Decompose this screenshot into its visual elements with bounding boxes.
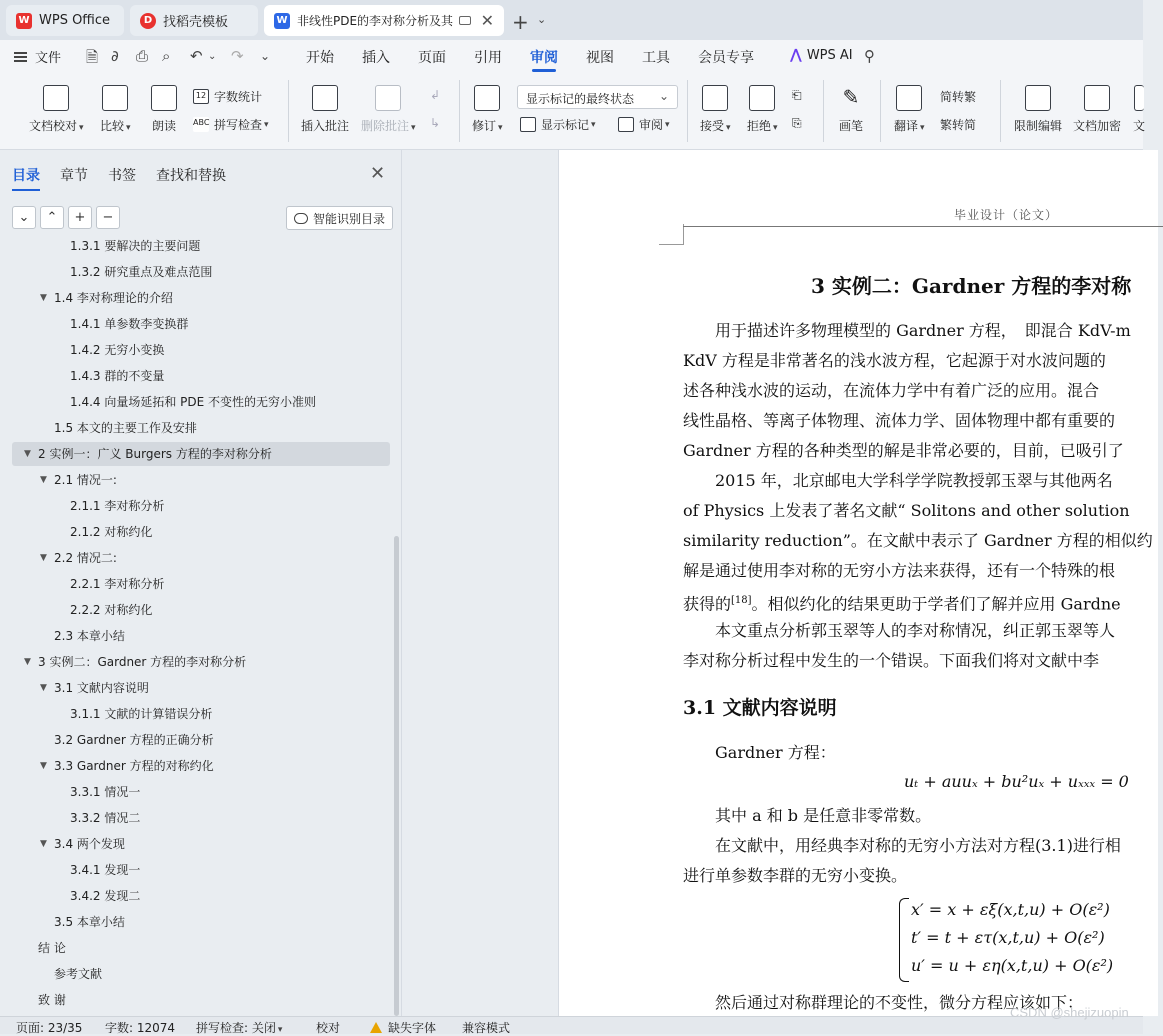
toc-item[interactable] (12, 520, 390, 544)
equation-brace (899, 898, 909, 982)
word-count-button[interactable] (193, 88, 262, 105)
navigation-tabs (12, 165, 246, 185)
markup-state-value: 显示标记的最终状态 (526, 92, 635, 106)
show-markup-icon (520, 117, 536, 132)
encrypt-icon (1084, 85, 1110, 111)
text-run: 获得的 (683, 594, 732, 614)
toc-item[interactable] (12, 312, 390, 336)
missing-font-label: 缺失字体 (388, 1021, 437, 1035)
chevron-down-icon: ⌄ (658, 89, 669, 103)
toc-item-label: 1.3.2 研究重点及难点范围 (70, 265, 213, 279)
section-title: 3.1 文献内容说明 (683, 697, 837, 719)
toc-item[interactable] (12, 260, 390, 284)
toc-item[interactable] (12, 936, 390, 960)
insert-comment-icon (312, 85, 338, 111)
toc-item[interactable] (12, 598, 390, 622)
toc-item-label: 3.1 文献内容说明 (54, 681, 149, 695)
accept-label: 接受 (700, 119, 725, 133)
toc-item[interactable] (12, 624, 390, 648)
paragraph-line: 2015 年，北京邮电大学科学学院教授郭玉翠与其他两名 (683, 471, 1113, 490)
insert-comment-label: 插入批注 (301, 119, 350, 133)
menu-tools[interactable]: 工具 (642, 50, 670, 66)
page-corner-mark (683, 224, 684, 245)
print-icon[interactable]: ⎙ (136, 47, 149, 65)
toc-item-label: 2.2.2 对称约化 (70, 603, 153, 617)
close-tab-icon[interactable]: ✕ (480, 11, 494, 30)
pen-label: 画笔 (838, 119, 863, 133)
page-corner-mark (659, 244, 683, 245)
review-pane-label: 审阅 (639, 118, 664, 132)
proofread-indicator[interactable]: 校对 (316, 1021, 341, 1035)
toc-item[interactable] (12, 832, 390, 856)
link-icon[interactable]: ∂ (111, 47, 119, 65)
toc-item-label: 3.2 Gardner 方程的正确分析 (54, 733, 214, 747)
toc-item-label: 致 谢 (38, 993, 66, 1007)
save-icon[interactable]: 🗎 (86, 48, 99, 66)
paragraph-line: 解是通过使用李对称的无穷小方法来获得，还有一个特殊的根 (683, 561, 1116, 580)
citation[interactable]: [18] (731, 595, 752, 606)
restrict-edit-button[interactable] (1014, 85, 1062, 134)
accept-button[interactable]: 接受 ▾ (700, 85, 731, 134)
expand-arrow-icon[interactable]: ▼ (40, 839, 47, 849)
to-traditional-label: 简转繁 (940, 90, 977, 104)
translate-label: 翻译 (894, 119, 919, 133)
smart-toc-button[interactable] (286, 206, 393, 230)
more-icon (1134, 85, 1144, 111)
tab-label: 非线性PDE的李对称分析及其 (297, 14, 454, 28)
toc-item[interactable] (12, 468, 390, 492)
to-simplified-button[interactable] (940, 116, 976, 133)
toc-item[interactable] (12, 728, 390, 752)
menu-member[interactable]: 会员专享 (698, 50, 754, 66)
expand-arrow-icon[interactable]: ▼ (24, 657, 31, 667)
menu-insert[interactable]: 插入 (362, 50, 390, 66)
toc-item-label: 结 论 (38, 941, 66, 955)
restrict-edit-label: 限制编辑 (1014, 119, 1063, 133)
toc-item-label: 2.1 情况一: (54, 473, 117, 487)
paragraph-line: Gardner 方程： (683, 743, 836, 762)
markup-state-select[interactable] (517, 85, 678, 109)
toc-item-label: 1.4.1 单参数李变换群 (70, 317, 189, 331)
toc-item-label: 3.5 本章小结 (54, 915, 125, 929)
toc-tree (0, 240, 400, 1016)
expand-arrow-icon[interactable]: ▼ (24, 449, 31, 459)
paragraph-line: 线性晶格、等离子体物理、流体力学、固体物理中都有重要的 (683, 411, 1116, 430)
compare-label: 比较 (100, 119, 125, 133)
paragraph-line: 其中 a 和 b 是任意非零常数。 (683, 806, 932, 825)
next-comment-icon[interactable]: ↳ (430, 116, 441, 130)
reject-icon (749, 85, 775, 111)
to-traditional-button[interactable] (940, 88, 976, 105)
toc-scrollbar[interactable] (394, 536, 399, 1016)
read-aloud-icon (151, 85, 177, 111)
paragraph-line (683, 586, 1121, 619)
warning-icon (370, 1022, 382, 1033)
review-pane-button[interactable]: 审阅 ▾ (618, 116, 670, 133)
menu-bar (0, 40, 1143, 72)
review-pane-icon (618, 117, 634, 132)
add-heading-button[interactable]: + (68, 206, 92, 229)
doc-check-button[interactable]: 文档校对 ▾ (29, 85, 84, 134)
doc-check-label: 文档校对 (29, 119, 78, 133)
pen-icon: ✎ (842, 85, 860, 109)
reject-label: 拒绝 (747, 119, 772, 133)
spell-check-indicator[interactable]: 拼写检查: 关闭 ▾ (196, 1021, 283, 1035)
wps-ai-icon: ⋀ (790, 47, 802, 63)
paragraph-line: of Physics 上发表了著名文献“ Solitons and other solution (683, 501, 1130, 520)
toc-item-label: 参考文献 (54, 967, 103, 981)
transform-u: u′ = u + εη(x,t,u) + O(ε²) (911, 956, 1114, 975)
tab-label: WPS Office (39, 13, 111, 28)
redo-icon[interactable]: ↷ (231, 47, 244, 65)
collapse-up-button[interactable]: ⌃ (40, 206, 64, 229)
document-area (403, 150, 1153, 1016)
tab-docer-templates[interactable] (130, 5, 258, 36)
show-markup-label: 显示标记 (541, 118, 590, 132)
print-preview-icon[interactable]: ⌕ (162, 47, 171, 65)
word-count-icon: 12 (193, 89, 209, 104)
more-label: 文 (1133, 119, 1146, 133)
chapter-title: 3 实例二：Gardner 方程的李对称 (811, 274, 1132, 298)
tab-bar (0, 0, 1143, 40)
toc-item-label: 3.3.2 情况二 (70, 811, 141, 825)
chevron-down-icon[interactable]: ⌄ (537, 13, 547, 26)
word-count-label: 字数统计 (214, 90, 263, 104)
toc-item[interactable] (12, 988, 390, 1012)
missing-font-indicator[interactable] (370, 1019, 436, 1036)
menu-view[interactable]: 视图 (586, 50, 614, 66)
read-aloud-button[interactable] (151, 85, 177, 134)
tab-current-document[interactable] (264, 5, 504, 36)
menu-references[interactable]: 引用 (474, 50, 502, 66)
show-markup-button[interactable]: 显示标记 ▾ (520, 116, 596, 133)
paragraph-line: Gardner 方程的各种类型的解是非常必要的，目前，已吸引了 (683, 441, 1124, 460)
word-count-indicator[interactable]: 字数: 12074 (105, 1021, 176, 1035)
paragraph-line: 在文献中，用经典李对称的无穷小方法对方程(3.1)进行相 (683, 836, 1121, 855)
wps-ai-label: WPS AI (806, 47, 853, 63)
tab-label: 找稻壳模板 (163, 15, 229, 30)
revise-icon (474, 85, 500, 111)
toc-item[interactable] (12, 754, 390, 778)
spell-check-button[interactable]: ABC 拼写检查 ▾ (193, 118, 269, 132)
toc-item-label: 3 实例二：Gardner 方程的李对称分析 (38, 655, 247, 669)
next-change-icon[interactable]: ⎘ (792, 116, 802, 130)
toc-item[interactable] (12, 702, 390, 726)
reject-button[interactable]: 拒绝 ▾ (747, 85, 778, 134)
gardner-equation: uₜ + auuₓ + bu²uₓ + uₓₓₓ = 0 (904, 772, 1129, 791)
collapse-down-button[interactable]: ⌄ (12, 206, 36, 229)
toc-item-label: 3.4.2 发现二 (70, 889, 141, 903)
toc-item[interactable] (12, 416, 390, 440)
toc-item[interactable] (12, 884, 390, 908)
tab-wps-office[interactable] (6, 5, 124, 36)
encrypt-label: 文档加密 (1073, 119, 1122, 133)
spell-check-status: 拼写检查: 关闭 (196, 1021, 276, 1035)
expand-arrow-icon[interactable]: ▼ (40, 683, 47, 693)
previous-comment-icon[interactable]: ↲ (430, 88, 441, 102)
toc-item[interactable] (12, 572, 390, 596)
writer-logo-icon: W (274, 13, 290, 29)
toc-item-label: 1.4.3 群的不变量 (70, 369, 165, 383)
toc-item[interactable] (12, 962, 390, 986)
new-tab-icon[interactable]: + (512, 10, 529, 34)
delete-comment-label: 删除批注 (361, 119, 410, 133)
toc-item-label: 2.1.2 对称约化 (70, 525, 153, 539)
watermark: CSDN @shejizuopin (1010, 1005, 1129, 1020)
header-rule (683, 226, 1163, 227)
ribbon-separator (288, 80, 289, 142)
toc-item[interactable] (12, 858, 390, 882)
tab-chapters[interactable]: 章节 (60, 168, 88, 184)
toc-item[interactable] (12, 442, 390, 466)
expand-arrow-icon[interactable]: ▼ (40, 475, 47, 485)
toc-item-label: 2.1.1 李对称分析 (70, 499, 165, 513)
spell-check-icon: ABC (193, 117, 209, 132)
ribbon-separator (823, 80, 824, 142)
search-icon[interactable]: ⚲ (864, 47, 875, 65)
expand-arrow-icon[interactable]: ▼ (40, 553, 47, 563)
revise-label: 修订 (472, 119, 497, 133)
toc-item-label: 3.3.1 情况一 (70, 785, 141, 799)
paragraph-line: similarity reduction”。在文献中表示了 Gardner 方程的相似约 (683, 531, 1153, 550)
compat-mode-indicator: 兼容模式 (462, 1021, 511, 1035)
tab-bookmarks[interactable]: 书签 (108, 168, 136, 184)
spell-check-label: 拼写检查 (214, 118, 263, 132)
text-run: 。相似约化的结果更助于学者们了解并应用 Gardne (751, 594, 1121, 614)
toc-item-label: 2 实例一：广义 Burgers 方程的李对称分析 (38, 447, 272, 461)
wps-ai-button[interactable] (790, 47, 853, 63)
tab-find-replace[interactable]: 查找和替换 (156, 168, 226, 184)
previous-change-icon[interactable]: ⎗ (792, 88, 802, 102)
toc-item-label: 3.3 Gardner 方程的对称约化 (54, 759, 214, 773)
close-pane-icon[interactable]: ✕ (370, 163, 386, 184)
tab-toc[interactable]: 目录 (12, 165, 40, 185)
review-ribbon (0, 72, 1146, 150)
toc-item[interactable] (12, 494, 390, 518)
toc-item-label: 3.4 两个发现 (54, 837, 125, 851)
paragraph-line: KdV 方程是非常著名的浅水波方程，它起源于对水波问题的 (683, 351, 1106, 370)
hamburger-icon (14, 52, 27, 62)
wps-logo-icon: W (16, 13, 32, 29)
ribbon-separator (687, 80, 688, 142)
translate-icon (896, 85, 922, 111)
transform-x: x′ = x + εξ(x,t,u) + O(ε²) (911, 900, 1110, 919)
toc-item-label: 2.2.1 李对称分析 (70, 577, 165, 591)
toc-item-label: 3.4.1 发现一 (70, 863, 141, 877)
toc-item[interactable] (12, 390, 390, 414)
more-ribbon-button[interactable] (1133, 85, 1145, 134)
remove-heading-button[interactable]: − (96, 206, 120, 229)
toc-item[interactable] (12, 546, 390, 570)
doc-check-icon (43, 85, 69, 111)
toc-item[interactable] (12, 286, 390, 310)
toc-item-label: 1.4.2 无穷小变换 (70, 343, 165, 357)
status-bar (0, 1016, 1143, 1034)
delete-comment-button[interactable]: 删除批注 ▾ (361, 85, 416, 134)
restrict-edit-icon (1025, 85, 1051, 111)
paragraph-line: 用于描述许多物理模型的 Gardner 方程， 即混合 KdV-m (683, 321, 1131, 340)
toc-item[interactable] (12, 364, 390, 388)
compare-icon (102, 85, 128, 111)
paragraph-line: 李对称分析过程中发生的一个错误。下面我们将对文献中李 (683, 651, 1100, 670)
expand-arrow-icon[interactable]: ▼ (40, 761, 47, 771)
ribbon-separator (1000, 80, 1001, 142)
file-menu-label: 文件 (35, 51, 62, 66)
toc-item-label: 1.4 李对称理论的介绍 (54, 291, 173, 305)
undo-icon[interactable]: ↶ (190, 47, 203, 65)
compare-button[interactable]: 比较 ▾ (100, 85, 131, 134)
delete-comment-icon (375, 85, 401, 111)
read-aloud-label: 朗读 (151, 119, 176, 133)
translate-button[interactable]: 翻译 ▾ (894, 85, 925, 134)
toc-item-label: 1.3.1 要解决的主要问题 (70, 239, 201, 253)
menu-page[interactable]: 页面 (418, 50, 446, 66)
navigation-pane (0, 150, 402, 1016)
to-simplified-label: 繁转简 (940, 118, 977, 132)
ribbon-separator (459, 80, 460, 142)
toc-item[interactable] (12, 650, 390, 674)
document-page[interactable] (558, 150, 1158, 1016)
paragraph-line: 然后通过对称群理论的不变性，微分方程应该如下： (683, 993, 1084, 1012)
toc-item-label: 2.3 本章小结 (54, 629, 125, 643)
toc-item[interactable] (12, 910, 390, 934)
docer-logo-icon: D (140, 13, 156, 29)
more-quick-access-icon[interactable]: ⌄ (260, 49, 271, 63)
transform-t: t′ = t + ετ(x,t,u) + O(ε²) (911, 928, 1105, 947)
toc-item-label: 2.2 情况二: (54, 551, 117, 565)
smart-icon (294, 213, 308, 224)
smart-toc-label: 智能识别目录 (313, 211, 386, 226)
page-indicator[interactable]: 页面: 23/35 (16, 1021, 83, 1035)
encrypt-button[interactable] (1073, 85, 1121, 134)
file-menu[interactable] (14, 47, 61, 66)
accept-icon (702, 85, 728, 111)
toc-item[interactable] (12, 676, 390, 700)
toc-item[interactable] (12, 234, 390, 258)
insert-comment-button[interactable] (301, 85, 349, 134)
revise-button[interactable]: 修订 ▾ (472, 85, 503, 134)
menu-review[interactable]: 审阅 (530, 47, 558, 67)
toc-item[interactable] (12, 806, 390, 830)
paragraph-line: 本文重点分析郭玉翠等人的李对称情况，纠正郭玉翠等人 (683, 621, 1116, 640)
page-header: 毕业设计（论文） (954, 208, 1059, 222)
toc-item[interactable] (12, 338, 390, 362)
toc-item-label: 1.5 本文的主要工作及安排 (54, 421, 197, 435)
paragraph-line: 进行单参数李群的无穷小变换。 (683, 866, 908, 885)
ribbon-separator (880, 80, 881, 142)
toc-item-label: 1.4.4 向量场延拓和 PDE 不变性的无穷小准则 (70, 395, 317, 409)
expand-arrow-icon[interactable]: ▼ (40, 293, 47, 303)
toc-item[interactable] (12, 780, 390, 804)
screen-icon[interactable] (459, 16, 471, 25)
pen-button[interactable] (838, 85, 864, 134)
menu-start[interactable]: 开始 (306, 50, 334, 66)
toc-item-label: 3.1.1 文献的计算错误分析 (70, 707, 213, 721)
undo-dropdown-icon[interactable]: ⌄ (208, 51, 217, 62)
paragraph-line: 述各种浅水波的运动，在流体力学中有着广泛的应用。混合 (683, 381, 1100, 400)
